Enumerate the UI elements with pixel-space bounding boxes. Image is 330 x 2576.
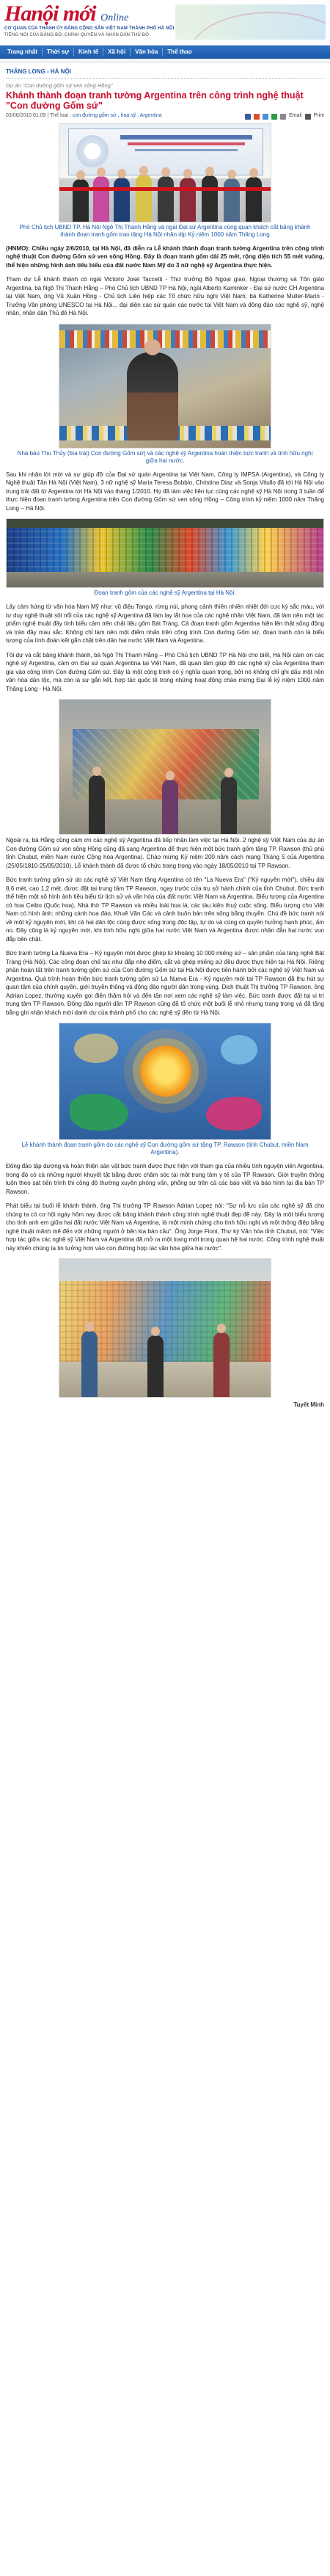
article-paragraph: Ngoài ra, bà Hằng cũng cảm ơn các nghệ sỹ Argentina đã tiếp nhận làm việc tại Hà Nội. 2 nghệ sỹ Việt Nam của dự án Con đường Gốm sứ ven sông Hồng cũng đã sang Argentina để thực hiện một bức tranh gốm tặng TP. Rawson (thủ phủ tỉnh Chubut, miền Nam nước Cộng hòa Argentina). Chào mừng Kỷ niệm 200 năm cách mạng Tháng 5 của Argentina (25/05/1810-25/05/2010). Lễ khánh thành đã được tổ chức trang trọng vào ngày 18/05/2010 tại TP Rawson. [6, 837, 324, 869]
article-headline: Khánh thành đoạn tranh tường Argentina trên công trình nghệ thuật "Con đường Gốm sứ" [6, 90, 304, 112]
nav-item-xa-hoi[interactable]: Xã hội [103, 48, 131, 57]
photo-artists-mosaic [59, 324, 271, 449]
article-date: 03/06/2010 01:09 [6, 113, 46, 119]
article-paragraph: Bức tranh tường gốm sứ do các nghệ sỹ Việt Nam tặng Argentina có tên "La Nueva Era" ("Kỷ nguyên mới"), chiều dài 8,6 mét, cao 1,2 mét, được đặt tại trung tâm TP Rawson, ngay trước cửa trụ sở hành chính của tỉnh Chubut. Bức tranh thể hiện một số hình ảnh tiêu biểu từ lịch sử và văn hóa của đất nước Việt Nam và Argentina. Biểu tượng của Argentina có hoa Ceibo (Quốc hoa), Nhà thờ TP Rawson và nhiều loài hoa lá, các tàu kiện thuỷ cuộc sống. Biểu tượng cho Việt Nam có hình ảnh: những cánh hoa đào, Khuê Văn Các và cảnh buôn bán trên sông bằng thuyền. Chú đề bức tranh nói về một kỷ nguyên mới, khi cả hai dân tộc cùng được sống trong độc lập, tự do và cùng có quyền hưởng hạnh phúc, ấm no. Đây cũng là kỷ nguyên mới, khi tình hữu nghị giữa hai nước Việt Nam và Argentina được nhân đẫn hai nước vun đắp bền chặt. [6, 877, 324, 943]
article-tools [245, 112, 324, 120]
article-byline: Tuyết Minh [293, 1401, 324, 1409]
nav-item-kinh-te[interactable]: Kinh tế [74, 48, 103, 57]
article-paragraph: Đông đảo tập dượng và hoàn thiện sản vật bức tranh được thực hiện với tham gia của nhiều tình nguyện viên Argentina, trong đó có cả những người khuyết tật bằng được chăm sóc tại một trung tâm y tế của TP Rawson. Giới truyền thông luôn theo sát tiến trình thi công độ thường xuyên phỏng vấn, phổng sự trên cả các báo viết và báo hình tại địa bàn TP Rawson. [6, 1163, 324, 1195]
tagline-1: CƠ QUAN CỦA THÀNH ỦY ĐẢNG CỘNG SẢN VIỆT NAM THÀNH PHỐ HÀ NỘI [4, 26, 175, 32]
article-paragraph: Phát biểu tại buổi lễ khánh thành, ông Thị trưởng TP Rawson Adrian Lopez nói: "Sự nỗ lực của các nghệ sỹ đã cho chúng ta có cơ hội ngày hôm nay được cắt băng khánh thành công trình nghệ thuật đẹp đẽ này. Đây là một biểu tượng cho tình anh em giữa hai đất nước Việt Nam và Argentina, là một minh chứng cho tình hữu nghị và một thông điệp bằng nghệ thuật mãnh mẽ đến với những người ở bên kia bán cầu". Ông Jorge Fioni, Thư ký Văn hóa tỉnh Chubut, nói: "Việc hợp tác giữa các nghệ sỹ Việt Nam và Argentina đã mở ra một trang mới trong quan hệ hai nước. Công trình nghệ thuật này khiến chúng ta tin tưởng hơn vào con đường hợp tác văn hóa giữa hai nước". [6, 1202, 324, 1252]
section-label[interactable]: THĂNG LONG - HÀ NỘI [6, 68, 324, 79]
article-paragraph: Bức tranh tường La Nueva Era – Kỷ nguyên mới được ghép từ khoảng 10 000 miếng sứ – sản phẩm của làng nghề Bát Tràng (Hà Nội). Các công đoạn chế tác như đắp nhẹ điểm, cắt và ghép miếng sứ đều được thực hiện tại Hà Nội. Riêng phần hoàn tất trên tranh tường gốm sứ của Con đường Gốm sứ tại Hà Nội được tiến hành bởi các nghệ sỹ Việt Nam và Argentina. Quá trình hoàn thiện bức tranh tường gốm sứ La Nueva Era - Kỷ nguyên mới tại TP Rawson đã thu hút sự quan tâm của chính quyền, giới truyền thông và đông đảo người dân trong vùng. Dịch thuật Thị trưởng TP Rawson, ông Adrian Lopez, thường xuyên gọi điện thăm hỏi và đến tận nơi xem các nghệ sỹ làm việc. Bức tranh được đặt tại vị trí trung tâm TP Rawson. Đông đảo người dân TP Rawson cũng đã tổ chức một buổi lễ nhỏ nhưng trang trọng và đã tặng bằng ghi nhận khách mời danh dự của thành phố cho các nghệ sỹ đến từ Hà Nội. [6, 950, 324, 1016]
comment-icon[interactable] [271, 114, 277, 120]
masthead [0, 0, 330, 46]
photo-caption: Lễ khánh thành đoạn tranh gốm do các nghệ sỹ Con đường gốm sứ tặng TP. Rawson (tỉnh Chubut, miền Nam Argentina). [21, 1142, 309, 1156]
bookmark-icon[interactable] [263, 114, 268, 120]
nav-item-trang-nhat[interactable]: Trang nhất [3, 48, 43, 57]
photo-mosaic-wall [6, 518, 324, 588]
share-icon[interactable] [254, 114, 260, 120]
photo-rawson-mosaic [59, 1023, 271, 1140]
article-paragraph: Tham dự Lễ khánh thành có ngài Victorio José Taccetti - Thứ trưởng Bộ Ngoại giao, Ngoại thương và Tôn giáo Argentina, bà Ngô Thị Thanh Hằng – Phó Chủ tịch UBND TP Hà Nội, ngài Alberto Kaminker - Đại sứ nước CH Argentina tại Việt Nam, ông Vũ Xuân Hồng - Chủ tịch Liên hiệp các Tổ chức hữu nghị Việt Nam, bà Katherine Muller-Marin - Trưởng Văn phòng UNESCO tại Hà Nội... đại diện các sứ quán các nước tại Việt Nam và đông đảo các nghệ sỹ, nghệ nhân, nhân dân Thủ đô Hà Nội. [6, 276, 324, 317]
category-links[interactable]: con đường gốm sứ , hoạ sỹ , Argentina [72, 113, 162, 119]
photo-ribbon-cutting [59, 123, 271, 222]
email-icon[interactable] [280, 114, 286, 120]
photo-volunteers-gluing [59, 1258, 271, 1398]
header-banner [175, 4, 326, 40]
main-nav [0, 46, 330, 59]
photo-caption: Đoạn tranh gốm của các nghệ sỹ Argentina tại Hà Nội. [94, 589, 236, 597]
email-link[interactable]: Email [289, 113, 302, 119]
photo-caption: Nhà báo Thu Thủy (bìa trái) Con đường Gốm sứ) và các nghệ sỹ Argentina hoàn thiện bức tranh và tình hữu nghị giữa hai nước. [17, 449, 313, 464]
article-meta [6, 112, 324, 120]
print-icon[interactable] [305, 114, 311, 120]
photo-artists-working [59, 699, 271, 835]
nav-item-van-hoa[interactable]: Văn hóa [131, 48, 163, 57]
logo-sub: Online [100, 12, 129, 23]
category-prefix: Thể loại : [50, 113, 71, 119]
print-link[interactable]: Print [313, 113, 324, 119]
logo[interactable] [4, 1, 175, 39]
nav-item-thoi-su[interactable]: Thời sự [43, 48, 74, 57]
nav-item-the-thao[interactable]: Thể thao [167, 48, 192, 56]
facebook-icon[interactable] [245, 114, 251, 120]
article-paragraph: Tối dự và cắt băng khánh thành, bà Ngô Thị Thanh Hằng – Phó Chủ tịch UBND TP Hà Nội cho biết, Hà Nội cảm ơn các nghệ sỹ Argentina, cảm ơn Đại sứ quán Argentina tại Việt Nam, đã quan tâm giúp đỡ các nghệ sỹ của Argentina tham gia vào công trình Con đường Gốm sứ. Đây là một công trình có ý nghĩa quan trọng, bởi nó không chỉ ghi dấu một nền văn hóa dân tộc, mà còn là sự gắn kết, hợp tác quốc tế trong những hoạt động chào mừng Đại lễ kỷ niệm 1000 năm Thăng Long - Hà Nội. [6, 651, 324, 692]
article-paragraph: Sau khi nhận lời mời và sự giúp đỡ của Đại sứ quán Argentina tại Việt Nam, Công ty IMPSA (Argentina), và Công ty Nghệ thuật Tân Hà Nội (Việt Nam), 3 nữ nghệ sỹ Maria Teresa Bobbio, Christina Diaz và Sonja Vitullo đã tới Hà Nội vào trung trải đất từ Argentina tới Hà Nội vào tháng 1/2010. Họ đã làm việc liên tục cùng các nghệ sỹ Hà Nội trong 3 tuần để thực hiện đoạn tranh tường Argentina trên Con đường Gốm sứ ven sông Hồng – Công trình kỷ niệm 1000 năm Thăng Long – Hà Nội. [6, 471, 324, 512]
tagline-2: TIẾNG NÓI CỦA ĐẢNG BỘ, CHÍNH QUYỀN VÀ NHÂN DÂN THỦ ĐÔ [4, 32, 150, 37]
article-kicker: Dự án "Con đường gốm sứ ven sông Hồng" [6, 81, 113, 89]
article-lead: (HNMO): Chiều ngày 2/6/2010, tại Hà Nội, đã diễn ra Lễ khánh thành đoạn tranh tường Argentina trên công trình nghệ thuật Con đường Gốm sứ ven sông Hồng. Đây là đoạn tranh gốm dài 25 mét, rộng diện tích 55 mét vuông, thể hiện những hình ảnh tiêu biểu của đất nước Nam Mỹ do 3 nữ nghệ sỹ Argentina thực hiện. [6, 244, 324, 269]
article-container [0, 63, 330, 1415]
meta-left: 03/06/2010 01:09 | Thể loại : con đường gốm sứ , hoạ sỹ , Argentina [6, 113, 162, 119]
photo-caption: Phó Chủ tịch UBND TP. Hà Nội Ngô Thị Thanh Hằng và ngài Đại sứ Argentina cùng quan khách cắt băng khánh thành đoạn tranh gốm trao tặng Hà Nội nhân dịp Kỷ niệm 1000 năm Thăng Long [19, 223, 311, 238]
article-paragraph: Lấy cảm hứng từ văn hóa Nam Mỹ như: vũ điệu Tango, rừng núi, phong cảnh thiên nhiên nhiệt đới cực kỳ sắc màu, với tư duy nghệ thuật sôi nổi của các nghệ sỹ Argentina đã làm lay lắt hoa của các nghệ nhân Việt Nam, đã làm nên một tác phẩm nghệ thuật đầy tính biểu cảm trên chất liệu gốm Bát Tràng. Cả đoạn tranh gốm Argentina hiện lên thật sống động và tràn đầy màu sắc. Không chỉ làm nên một điểm nhấn trên công trình Con đường Gốm sứ, đoạn tranh còn là biểu tượng của tình đoàn kết gắn chặt trên dân hai nước Việt Nam và Argentina. [6, 603, 324, 645]
logo-main[interactable]: Hanội mới [4, 1, 96, 26]
